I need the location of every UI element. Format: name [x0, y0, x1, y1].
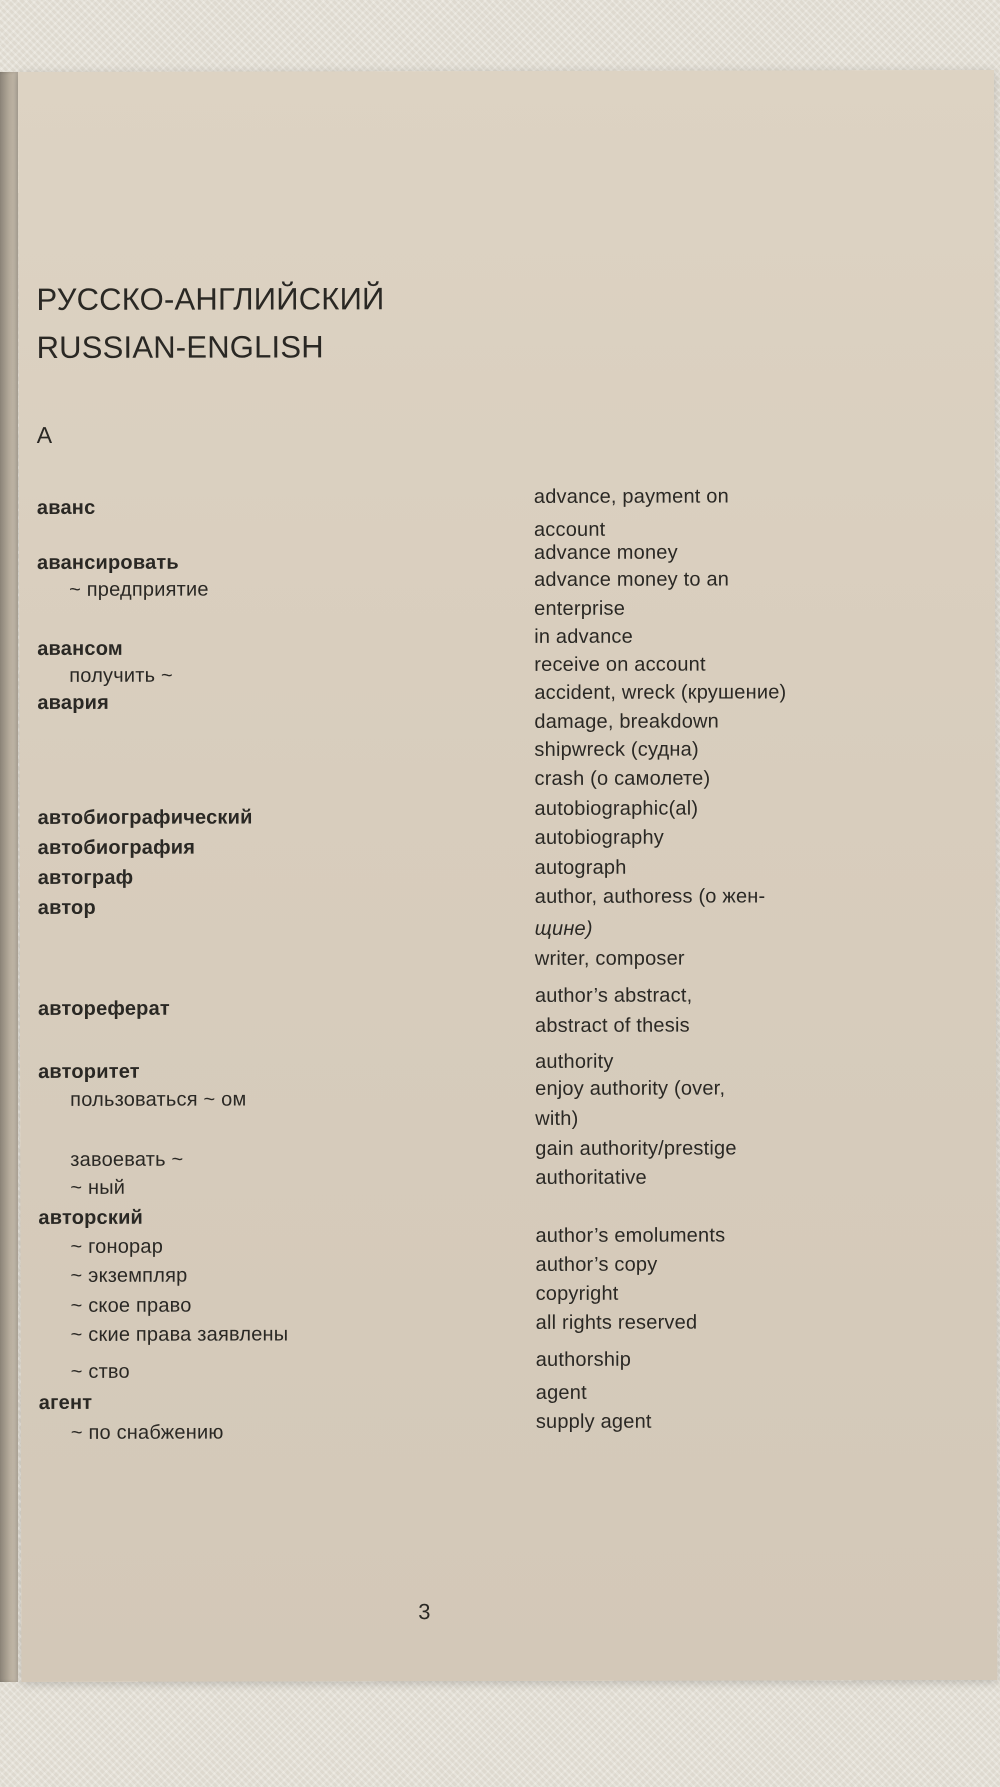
entry-term-avtoreferat: автореферат — [37, 997, 170, 1020]
entry-gloss-avtoreferat-2: abstract of thesis — [534, 1014, 690, 1037]
entry-gloss-avans-1: advance, payment on — [533, 485, 729, 508]
entry-gloss-avariya-4: crash (о самолете) — [534, 767, 711, 790]
section-letter: А — [36, 421, 53, 448]
entry-gloss-avtobiograficheskiy: autobiographic(al) — [534, 797, 699, 820]
entry-term-avariya: авария — [37, 691, 110, 714]
subentry-gloss-avansirovat-2: enterprise — [534, 597, 626, 620]
entry-term-avtobiografiya: автобиография — [37, 836, 196, 859]
entry-term-avtorskiy: авторский — [38, 1206, 144, 1229]
entry-term-avtobiograficheskiy: автобиографический — [37, 806, 253, 829]
subentry-gloss-avtorskiy-1: author’s emoluments — [535, 1224, 726, 1247]
subentry-gloss-avtorskiy-2: author’s copy — [535, 1253, 658, 1276]
entry-gloss-avtograf: autograph — [534, 856, 627, 879]
subentry-gloss-agent: supply agent — [535, 1410, 652, 1433]
entry-gloss-avtor-3: writer, composer — [534, 947, 685, 970]
title-english: RUSSIAN-ENGLISH — [36, 329, 324, 365]
entry-gloss-avtoritet: authority — [535, 1050, 614, 1073]
entry-term-avansirovat: авансировать — [37, 551, 179, 574]
entry-term-avans: аванс — [36, 496, 96, 519]
subentry-gloss-avansirovat-1: advance money to an — [534, 568, 730, 591]
entry-gloss-avtoreferat-1: author’s abstract, — [534, 984, 693, 1007]
subentry-term-avtorskiy-3: ~ ское право — [70, 1294, 192, 1317]
entry-term-avtoritet: авторитет — [38, 1060, 140, 1083]
entry-gloss-avariya-1: accident, wreck (крушение) — [534, 681, 787, 704]
subentry-term-avtorskiy-1: ~ гонорар — [70, 1235, 164, 1258]
subentry-term-avansirovat: ~ предприятие — [69, 578, 209, 601]
entry-gloss-avansirovat: advance money — [533, 541, 678, 564]
entry-gloss-avtor-2: щине) — [534, 917, 593, 940]
entry-gloss-avans-2: account — [533, 518, 606, 541]
book-page — [18, 70, 997, 1682]
subentry-term-avansom: получить ~ — [69, 664, 173, 687]
entry-term-avansom: авансом — [37, 637, 123, 660]
subentry-term-avtorskiy-2: ~ экземпляр — [70, 1264, 188, 1287]
entry-term-avtor: автор — [37, 896, 96, 919]
title-russian: РУССКО-АНГЛИЙСКИЙ — [36, 281, 385, 317]
subentry-gloss-avansom: receive on account — [534, 653, 706, 676]
subentry-term-avtoritet-3: ~ ный — [70, 1176, 126, 1199]
entry-gloss-avtobiografiya: autobiography — [534, 826, 665, 849]
book-spine — [0, 72, 18, 1682]
subentry-term-agent: ~ по снабжению — [70, 1421, 224, 1444]
subentry-term-avtoritet-1: пользоваться ~ ом — [70, 1088, 247, 1111]
entry-gloss-avtor-1: author, authoress (о жен- — [534, 885, 766, 908]
subentry-gloss-avtorskiy-5: authorship — [535, 1348, 632, 1371]
entry-gloss-agent: agent — [535, 1381, 587, 1404]
subentry-gloss-avtorskiy-3: copyright — [535, 1282, 619, 1305]
entry-term-avtograf: автограф — [37, 866, 134, 889]
entry-gloss-avariya-2: damage, breakdown — [534, 710, 720, 733]
subentry-gloss-avtoritet-3: gain authority/prestige — [535, 1137, 737, 1160]
subentry-term-avtoritet-2: завоевать ~ — [70, 1148, 184, 1171]
subentry-gloss-avtoritet-1: enjoy authority (over, — [535, 1077, 726, 1100]
subentry-term-avtorskiy-5: ~ ство — [70, 1360, 130, 1383]
subentry-gloss-avtoritet-4: authoritative — [535, 1166, 647, 1189]
subentry-term-avtorskiy-4: ~ ские права заявлены — [70, 1323, 289, 1346]
entry-gloss-avansom: in advance — [534, 625, 633, 648]
page-number: 3 — [418, 1599, 431, 1625]
entry-term-agent: агент — [38, 1391, 93, 1414]
subentry-gloss-avtorskiy-4: all rights reserved — [535, 1311, 698, 1334]
entry-gloss-avariya-3: shipwreck (судна) — [534, 738, 699, 761]
subentry-gloss-avtoritet-2: with) — [535, 1107, 579, 1130]
